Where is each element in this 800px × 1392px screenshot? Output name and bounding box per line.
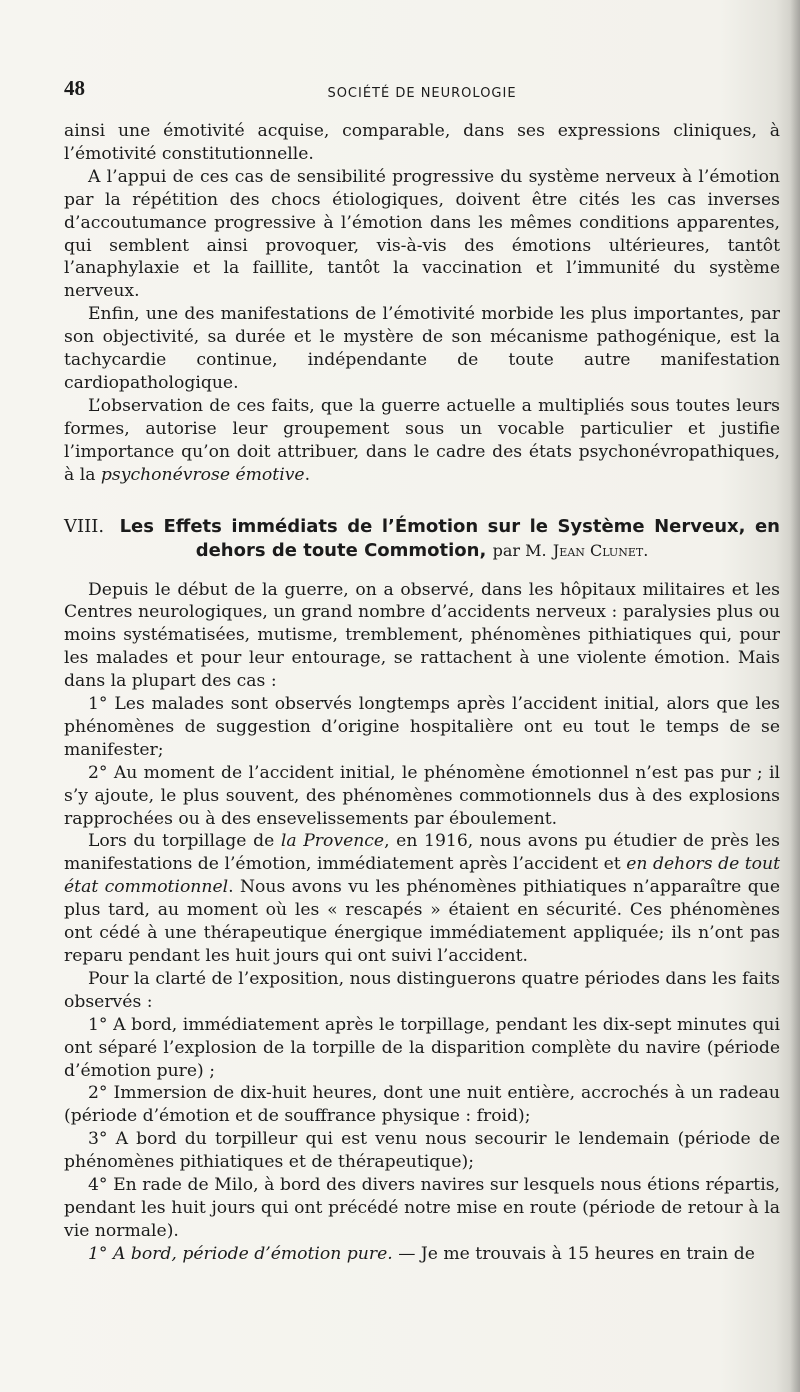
section-title: Les Effets immédiats de l’Émotion sur le Système Nerveux, en dehors de toute Commotion, bbox=[119, 515, 780, 561]
conclusion-text: L’observation de ces faits, que la guerre actuelle a multipliés sous toutes leurs formes, autorise leur groupement sous un vocable particulier et justifie l’importance qu’on doit attribuer, dans le cadre des états psychonévropathiques, à la bbox=[64, 395, 780, 485]
emphasis-commotion: en dehors de tout état commotionnel bbox=[64, 854, 780, 898]
conclusion-end: . bbox=[304, 464, 311, 485]
period-item: 1° A bord, immédiatement après le torpillage, pendant les dix-sept minutes qui ont séparé l’explosion de la torpille de la disparition complète du navire (période d’émotion pure) ; bbox=[64, 1014, 780, 1081]
paragraph-final bbox=[64, 1243, 780, 1266]
torpedo-text-1: Lors du torpillage de bbox=[88, 831, 281, 852]
section-author-prefix: par M. bbox=[492, 540, 547, 560]
page-header bbox=[64, 76, 780, 104]
torpedo-text-2: , en 1916, nous avons pu étudier de près les manifestations de l’émotion, immédiatement après l’accident et bbox=[64, 831, 780, 875]
paragraph-conclusion bbox=[64, 395, 780, 487]
torpedo-text-3: . Nous avons vu les phénomènes pithiatiques n’apparaître que plus tard, au moment où les « rescapés » étaient en sécurité. Ces phénomènes ont cédé à une thérapeutique énergique immédiatement appliquée; ils n’ont pas reparu pendant les huit jours qui ont suivi l’accident. bbox=[64, 877, 780, 966]
paragraph: A l’appui de ces cas de sensibilité progressive du système nerveux à l’émotion par la répétition des chocs étiologiques, doivent être cités les cas inverses d’accoutumance progressive à l’émotion dans les mêmes conditions apparentes, qui semblent ainsi provoquer, vis-à-vis des émotions ultérieures, tantôt l’anaphylaxie et la faillite, tantôt la vaccination et l’immunité du système nerveux. bbox=[64, 166, 780, 302]
paragraph: Pour la clarté de l’exposition, nous distinguerons quatre périodes dans les faits observés : bbox=[64, 968, 780, 1012]
period-item: 3° A bord du torpilleur qui est venu nous secourir le lendemain (période de phénomènes pithiatiques et de thérapeutique); bbox=[64, 1129, 780, 1173]
numbered-item: 2° Au moment de l’accident initial, le phénomène émotionnel n’est pas pur ; il s’y ajoute, le plus souvent, des phénomènes commotionnels dus à des explosions rapprochées ou à des ensevelissements par éboulement. bbox=[64, 762, 780, 829]
running-head: SOCIÉTÉ DE NEUROLOGIE bbox=[327, 86, 517, 101]
section-author: Jean Clunet bbox=[552, 540, 644, 560]
period-item: 2° Immersion de dix-huit heures, dont une nuit entière, accrochés à un radeau (période d’émotion et de souffrance physique : froid); bbox=[64, 1083, 780, 1127]
page-edge-shadow bbox=[790, 0, 800, 1392]
period-item: 4° En rade de Milo, à bord des divers navires sur lesquels nous étions répartis, pendant les huit jours qui ont précédé notre mise en route (période de retour à la vie normale). bbox=[64, 1175, 780, 1241]
section-end: . bbox=[643, 540, 649, 560]
section-number: VIII. bbox=[64, 515, 105, 537]
paragraph-torpedo bbox=[64, 830, 780, 967]
term-psychonevrose: psychonévrose émotive bbox=[100, 464, 305, 485]
paragraph: ainsi une émotivité acquise, comparable, dans ses expressions cliniques, à l’émotivité constitutionnelle. bbox=[64, 121, 780, 164]
numbered-item: 1° Les malades sont observés longtemps après l’accident initial, alors que les phénomènes de suggestion d’origine hospitalière ont eu tout le temps de se manifester; bbox=[64, 694, 780, 760]
section-heading bbox=[64, 515, 780, 563]
final-text: — Je me trouvais à 15 heures en train de bbox=[392, 1243, 755, 1264]
final-heading: 1° A bord, période d’émotion pure. bbox=[88, 1243, 393, 1264]
ship-name: la Provence bbox=[280, 831, 385, 852]
paragraph: Depuis le début de la guerre, on a observé, dans les hôpitaux militaires et les Centres neurologiques, un grand nombre d’accidents nerveux : paralysies plus ou moins systématisées, mutisme, tremblement, phénomènes pithiatiques qui, pour les malades et pour leur entourage, se rattachent à une violente émotion. Mais dans la plupart des cas : bbox=[64, 579, 780, 692]
page-number: 48 bbox=[64, 76, 85, 100]
paragraph: Enfin, une des manifestations de l’émotivité morbide les plus importantes, par son objectivité, sa durée et le mystère de son mécanisme pathogénique, est la tachycardie continue, indépendante de toute autre manifestation cardiopathologique. bbox=[64, 304, 780, 393]
body-text bbox=[64, 120, 780, 1266]
